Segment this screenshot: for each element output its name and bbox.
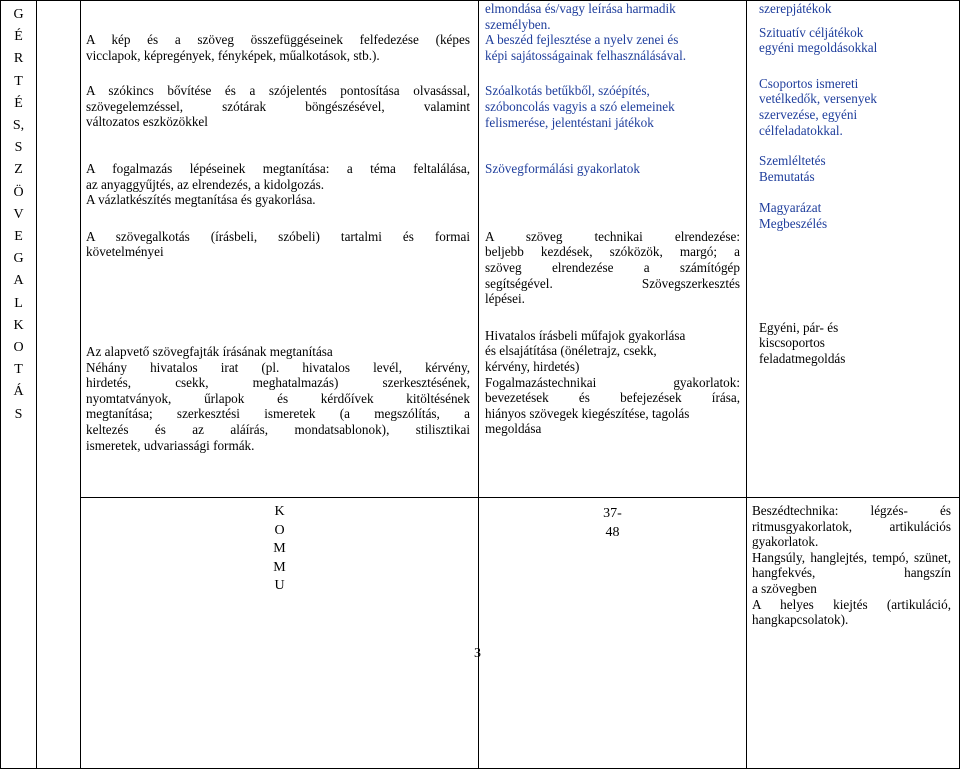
method-line: Szituatív céljátékok <box>759 24 864 40</box>
hours-line: 37- <box>603 506 622 521</box>
method-block <box>759 138 953 184</box>
activity-line: szóboncolás vagyis a szó elemeinek <box>485 98 675 114</box>
activity-line: megoldása <box>485 421 542 437</box>
vertical-letter: O <box>13 340 24 356</box>
topic-block <box>752 503 951 628</box>
method-line: Bemutatás <box>759 168 815 184</box>
activity-line: képi sajátosságainak felhasználásával. <box>485 47 687 63</box>
topic-line: A helyes kiejtés (artikuláció, hangkapcsolatok). <box>752 596 951 628</box>
topic-line: hirdetés, csekk, meghatalmazás) szerkesztésének, <box>86 375 470 391</box>
topic-block <box>86 130 470 208</box>
method-block <box>759 184 953 231</box>
activity-block <box>485 63 740 130</box>
method-block <box>759 56 953 138</box>
topic-line: A szövegalkotás (írásbeli, szóbeli) tartalmi és formai <box>86 228 470 244</box>
topic-line: az anyaggyűjtés, az elrendezés, a kidolgozás. <box>86 176 324 192</box>
vertical-letter: A <box>13 273 24 289</box>
vertical-letter: M <box>273 559 286 575</box>
activity-line: lépései. <box>485 291 525 307</box>
hours-cell <box>479 498 747 769</box>
activity-block <box>485 130 740 177</box>
topic-block <box>86 208 470 260</box>
activity-line: elmondása és/vagy leírása harmadik <box>485 1 676 16</box>
vertical-letter: Z <box>14 162 23 178</box>
topic-line: ismeretek, udvariassági formák. <box>86 437 255 453</box>
topic-cell <box>81 1 479 498</box>
activity-block <box>485 307 740 437</box>
activity-line: Fogalmazástechnikai gyakorlatok: <box>485 374 740 390</box>
activity-line: szöveg elrendezése a számítógép <box>485 259 740 275</box>
topic-block <box>86 260 470 453</box>
topic-line: A fogalmazás lépéseinek megtanítása: a téma feltalálása, <box>86 160 470 176</box>
method-line: vetélkedők, versenyek <box>759 91 877 107</box>
topic-line: szövegelemzéssel, szótárak böngészésével, valamint <box>86 98 470 114</box>
vertical-letter: M <box>273 541 286 556</box>
topic-line: nyomtatványok, űrlapok és kérdőívek kitöltésének <box>86 390 470 406</box>
vertical-letter: O <box>274 522 285 538</box>
topic-line: Néhány hivatalos irat (pl. hivatalos levél, kérvény, <box>86 359 470 375</box>
vertical-letter: Á <box>13 384 24 400</box>
vertical-letter: K <box>13 317 24 333</box>
topic-line: Hangsúly, hanglejtés, tempó, szünet, hangfekvés, hangszín <box>752 549 951 581</box>
activity-line: hiányos szövegek kiegészítése, tagolás <box>485 405 690 421</box>
vertical-letter: G <box>13 251 24 267</box>
method-line: feladatmegoldás <box>759 350 846 366</box>
activity-line: Szövegformálási gyakorlatok <box>485 161 640 177</box>
method-line: Csoportos ismereti <box>759 75 859 91</box>
activity-line: kérvény, hirdetés) <box>485 358 580 374</box>
topic-line: Az alapvető szövegfajták írásának megtanítása <box>86 343 333 359</box>
vertical-letter: G <box>13 7 24 22</box>
topic-line: keltezés és az aláírás, mondatsablonok), stilisztikai <box>86 421 470 437</box>
vertical-letter: V <box>13 206 24 222</box>
activity-line: bevezetések és befejezések írása, <box>485 390 740 406</box>
method-line: szerepjátékok <box>759 1 832 16</box>
topic-cell <box>747 498 960 769</box>
topic-line: követelményei <box>86 244 164 260</box>
vertical-letter: É <box>14 29 23 45</box>
vertical-section-label <box>1 1 37 769</box>
topic-line: vicclapok, képregények, fényképek, műalkotások, stb.). <box>86 47 380 63</box>
topic-block <box>86 1 470 63</box>
vertical-letter: T <box>14 73 23 89</box>
activity-line: segítségével. Szövegszerkesztés <box>485 275 740 291</box>
vertical-letter: L <box>14 295 23 311</box>
activity-line: és elsajátítása (önéletrajz, csekk, <box>485 343 657 359</box>
vertical-letter: Ö <box>13 184 24 200</box>
vertical-letter: S <box>14 406 23 422</box>
method-block <box>759 232 953 367</box>
activity-line: személyben. <box>485 16 551 32</box>
table-row <box>1 1 960 498</box>
topic-line: a szövegben <box>752 580 817 596</box>
vertical-letter: É <box>14 95 23 111</box>
vertical-letter: E <box>14 229 23 245</box>
method-line: célfeladatokkal. <box>759 122 843 138</box>
method-line: szervezése, egyéni <box>759 106 858 122</box>
page-number: 3 <box>474 646 481 661</box>
activity-line: Hivatalos írásbeli műfajok gyakorlása <box>485 327 686 343</box>
activity-block <box>485 177 740 307</box>
method-line: Megbeszélés <box>759 215 828 231</box>
activity-line: beljebb kezdések, szóközök, margó; a <box>485 244 740 260</box>
vertical-letter: K <box>274 504 285 519</box>
method-cell <box>747 1 960 498</box>
method-line: Magyarázat <box>759 200 822 216</box>
vertical-letter: S <box>14 140 23 156</box>
activity-line: Szóalkotás betűkből, szóépítés, <box>485 83 650 99</box>
activity-cell <box>479 1 747 498</box>
topic-line: változatos eszközökkel <box>86 114 208 130</box>
hours-line: 48 <box>605 525 620 540</box>
topic-line: A kép és a szöveg összefüggéseinek felfedezése (képes <box>86 32 470 47</box>
method-line: egyéni megoldásokkal <box>759 40 878 56</box>
table-row <box>1 498 960 769</box>
vertical-letter: S, <box>12 118 25 134</box>
topic-block <box>86 63 470 130</box>
topic-line: gyakorlatok. <box>752 534 819 550</box>
activity-line: A szöveg technikai elrendezése: <box>485 228 740 244</box>
vertical-section-label <box>81 498 479 769</box>
vertical-letter: R <box>13 51 24 67</box>
topic-line: Beszédtechnika: légzés- és ritmusgyakorlatok, artikulációs <box>752 503 951 534</box>
topic-line: A vázlatkészítés megtanítása és gyakorlása. <box>86 192 316 208</box>
vertical-letter: T <box>14 362 23 378</box>
method-line: kiscsoportos <box>759 335 825 351</box>
method-block <box>759 1 953 56</box>
vertical-letter: U <box>274 578 285 593</box>
method-line: Egyéni, pár- és <box>759 319 839 335</box>
method-line: Szemléltetés <box>759 153 826 169</box>
activity-line: A beszéd fejlesztése a nyelv zenei és <box>485 32 679 48</box>
activity-line: felismerése, jelentéstani játékok <box>485 114 654 130</box>
topic-line: A szókincs bővítése és a szójelentés pontosítása olvasással, <box>86 83 470 99</box>
topic-line: megtanítása; szerkesztési ismeretek (a megszólítás, a <box>86 406 470 422</box>
activity-block <box>485 1 740 63</box>
hours-cell <box>37 1 81 769</box>
